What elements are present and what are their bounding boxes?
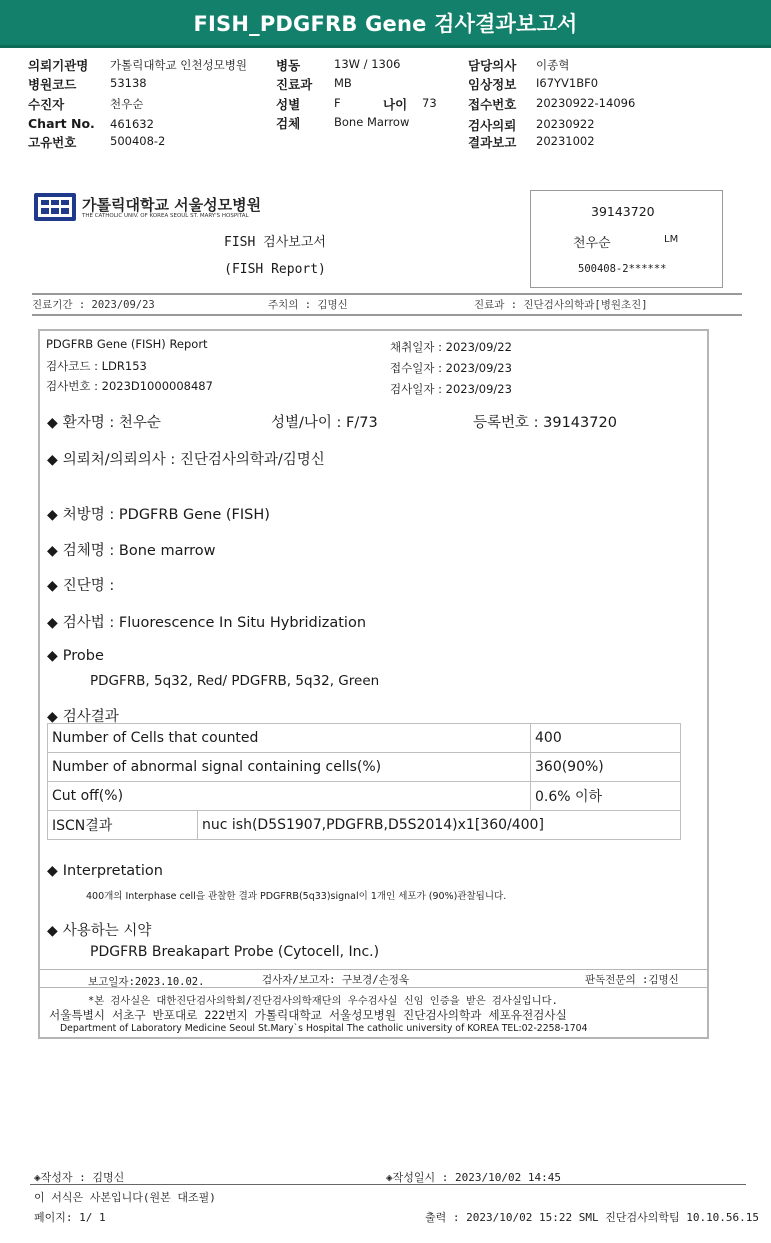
receipt-date: 접수일자 : 2023/09/23 xyxy=(390,361,512,375)
receipt-no-label: 접수번호 xyxy=(468,97,517,112)
hospital-code-label: 병원코드 xyxy=(28,77,77,92)
divider xyxy=(32,314,742,316)
diamond-icon: ◆ xyxy=(47,543,58,559)
diamond-icon: ◆ xyxy=(47,452,58,468)
result-value: 360(90%) xyxy=(531,753,681,782)
test-number: 검사번호 : 2023D1000008487 xyxy=(46,379,213,393)
diamond-icon: ◆ xyxy=(47,923,58,939)
recipient-label: 수진자 xyxy=(28,97,65,112)
dept-label: 진료과 xyxy=(276,77,313,92)
recipient-value: 천우순 xyxy=(110,97,144,111)
examiner-reporter: 검사자/보고자: 구보경/손정욱 xyxy=(262,974,410,986)
result-value: 0.6% 이하 xyxy=(531,782,681,811)
result-heading: ◆ 검사결과 xyxy=(47,709,119,725)
page-number: 페이지: 1/ 1 xyxy=(34,1211,106,1224)
prescription-line: ◆ 처방명 : PDGFRB Gene (FISH) xyxy=(47,507,270,523)
diamond-icon: ◆ xyxy=(47,863,58,879)
clinical-info-value: I67YV1BF0 xyxy=(536,76,599,90)
interpretation-heading: ◆ Interpretation xyxy=(47,863,163,879)
specimen-value: Bone Marrow xyxy=(334,115,410,129)
patient-id: 39143720 xyxy=(591,204,655,219)
results-table xyxy=(47,723,681,840)
page-title: FISH_PDGFRB Gene 검사결과보고서 xyxy=(193,11,578,36)
interpretation-text: 400개의 Interphase cell을 관찰한 결과 PDGFRB(5q33)signal이 1개인 세포가 (90%)관찰됩니다. xyxy=(86,891,507,902)
divider xyxy=(40,987,707,988)
probe-value: PDGFRB, 5q32, Red/ PDGFRB, 5q32, Green xyxy=(90,673,380,689)
report-heading: FISH 검사보고서 xyxy=(224,235,326,250)
visit-period: 진료기간 : 2023/09/23 xyxy=(32,299,155,311)
referrer-line: ◆ 의뢰처/의뢰의사 : 진단검사의학과/김명신 xyxy=(47,452,325,468)
probe-heading: ◆ Probe xyxy=(47,648,104,664)
chart-no-label: Chart No. xyxy=(28,116,95,131)
iscn-value: nuc ish(D5S1907,PDGFRB,D5S2014)x1[360/400] xyxy=(198,811,681,840)
report-title-bar xyxy=(0,0,771,48)
specimen-line: ◆ 검체명 : Bone marrow xyxy=(47,543,216,559)
report-document xyxy=(38,329,709,1039)
table-row xyxy=(48,782,681,811)
request-metadata xyxy=(28,56,748,152)
result-value: 400 xyxy=(531,724,681,753)
report-issue-date: 보고일자:2023.10.02. xyxy=(88,976,205,988)
diamond-icon: ◆ xyxy=(47,615,58,631)
table-row xyxy=(48,753,681,782)
author: ◈작성자 : 김명신 xyxy=(34,1171,125,1184)
chart-no-value: 461632 xyxy=(110,117,154,131)
result-name: Number of abnormal signal containing cells(%) xyxy=(48,753,531,782)
unique-no-label: 고유번호 xyxy=(28,135,77,150)
attending-physician: 주치의 : 김명신 xyxy=(268,299,348,311)
written-datetime: ◈작성일시 : 2023/10/02 14:45 xyxy=(386,1171,561,1184)
specimen-label: 검체 xyxy=(276,116,301,131)
iscn-label: ISCN결과 xyxy=(48,811,198,840)
dept-value: MB xyxy=(334,76,352,90)
patient-reg-no: 500408-2****** xyxy=(578,263,667,275)
divider xyxy=(32,293,742,295)
copy-notice: 이 서식은 사본입니다(원본 대조필) xyxy=(34,1191,216,1204)
diamond-icon: ◆ xyxy=(47,578,58,594)
hospital-logo-icon xyxy=(34,193,76,221)
doctor-value: 이종혁 xyxy=(536,58,570,72)
test-code: 검사코드 : LDR153 xyxy=(46,359,147,373)
report-date-value: 20231002 xyxy=(536,134,595,148)
collect-date: 채취일자 : 2023/09/22 xyxy=(390,340,512,354)
print-info: 출력 : 2023/10/02 15:22 SML 진단검사의학팀 10.10.56.15 xyxy=(425,1211,760,1224)
certification-note: *본 검사실은 대한진단검사의학회/진단검사의학재단의 우수검사실 신임 인증을 받은 검사실입니다. xyxy=(88,995,558,1007)
unique-no-value: 500408-2 xyxy=(110,134,166,148)
patient-name-line: ◆ 환자명 : 천우순 xyxy=(47,415,161,431)
sex-label: 성별 xyxy=(276,97,301,112)
report-header-title: PDGFRB Gene (FISH) Report xyxy=(46,337,208,351)
institution-value: 가톨릭대학교 인천성모병원 xyxy=(110,58,247,72)
receipt-no-value: 20230922-14096 xyxy=(536,96,636,110)
diagnosis-line: ◆ 진단명 : xyxy=(47,578,115,594)
reagent-heading: ◆ 사용하는 시약 xyxy=(47,923,152,939)
diamond-icon: ◆ xyxy=(47,415,58,431)
exam-date: 검사일자 : 2023/09/23 xyxy=(390,382,512,396)
diamond-icon: ◆ xyxy=(47,648,58,664)
age-label: 나이 xyxy=(383,97,408,112)
patient-id-box xyxy=(530,190,723,288)
request-date-value: 20230922 xyxy=(536,117,595,131)
table-row xyxy=(48,724,681,753)
diamond-icon: ◆ xyxy=(47,709,58,725)
institution-label: 의뢰기관명 xyxy=(28,58,89,73)
ward-value: 13W / 1306 xyxy=(334,57,401,71)
hospital-name: 가톨릭대학교 서울성모병원 xyxy=(82,196,262,214)
request-date-label: 검사의뢰 xyxy=(468,118,517,133)
patient-name: 천우순 xyxy=(573,236,611,251)
visit-department: 진료과 : 진단검사의학과[병원초진] xyxy=(474,299,648,311)
hospital-code-value: 53138 xyxy=(110,76,147,90)
result-name: Cut off(%) xyxy=(48,782,531,811)
result-name: Number of Cells that counted xyxy=(48,724,531,753)
clinical-info-label: 임상정보 xyxy=(468,77,517,92)
divider xyxy=(40,969,707,970)
method-line: ◆ 검사법 : Fluorescence In Situ Hybridization xyxy=(47,615,367,631)
age-value: 73 xyxy=(422,96,437,110)
department-en: Department of Laboratory Medicine Seoul St.Mary`s Hospital The catholic university of KOREA TEL:02-2258-1704 xyxy=(60,1023,588,1034)
sex-value: F xyxy=(334,96,341,110)
ward-label: 병동 xyxy=(276,58,301,73)
table-row xyxy=(48,811,681,840)
reg-no-line: 등록번호 : 39143720 xyxy=(473,415,617,431)
report-subheading: (FISH Report) xyxy=(224,262,326,277)
divider xyxy=(30,1184,746,1185)
patient-tag: LM xyxy=(664,234,679,245)
doctor-label: 담당의사 xyxy=(468,58,517,73)
reading-specialist: 판독전문의 :김명신 xyxy=(585,974,679,986)
diamond-icon: ◆ xyxy=(47,507,58,523)
report-date-label: 결과보고 xyxy=(468,135,517,150)
reagent-value: PDGFRB Breakapart Probe (Cytocell, Inc.) xyxy=(90,944,380,960)
sex-age-line: 성별/나이 : F/73 xyxy=(271,415,378,431)
lab-address: 서울특별시 서초구 반포대로 222번지 가톨릭대학교 서울성모병원 진단검사의학과 세포유전검사실 xyxy=(49,1008,567,1022)
hospital-name-en: THE CATHOLIC UNIV. OF KOREA SEOUL ST. MARY'S HOSPITAL xyxy=(82,213,249,219)
